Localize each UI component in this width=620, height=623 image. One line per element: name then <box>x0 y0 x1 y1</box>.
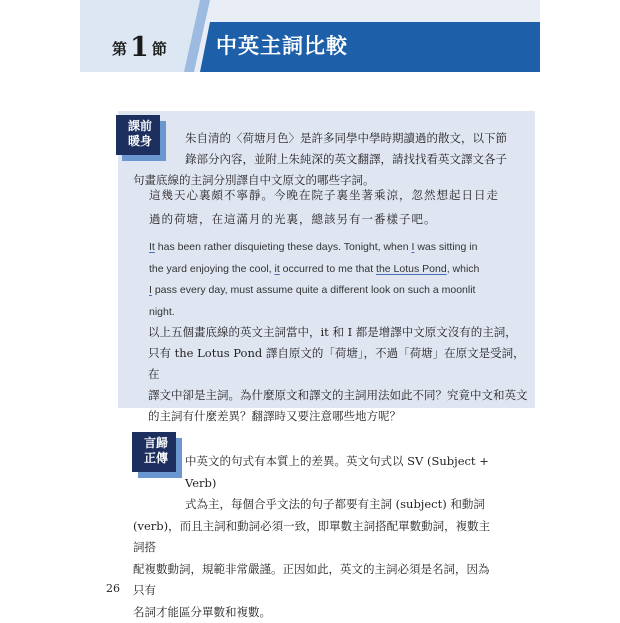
analysis-line: 的主詞有什麼差異？翻譯時又要注意哪些地方呢？ <box>148 406 528 427</box>
analysis-line: 只有 the Lotus Pond 譯自原文的「荷塘」，不過「荷塘」在原文是受詞，在 <box>148 343 528 385</box>
badge-line-2: 暖身 <box>116 134 164 149</box>
quote-en-line <box>149 280 521 302</box>
badge-line-1: 言歸 <box>132 436 180 451</box>
analysis-line: 以上五個畫底線的英文主詞當中，it 和 I 都是增譯中文原文沒有的主詞， <box>148 322 528 343</box>
section-number-label <box>112 30 167 61</box>
quote-en-text: pass every day, must assume quite a different look on such a moonlit <box>152 284 476 296</box>
quote-en-text: has been rather disquieting these days. Tonight, when <box>155 241 412 253</box>
chinese-quote <box>149 183 519 231</box>
warmup-analysis <box>148 322 528 427</box>
section-number: 1 <box>130 32 149 63</box>
section-title: 中英主詞比較 <box>216 30 348 60</box>
quote-zh-line: 這幾天心裏頗不寧靜。今晚在院子裏坐著乘涼，忽然想起日日走 <box>149 183 519 207</box>
underlined-subject: It <box>149 241 155 253</box>
underlined-subject: I <box>412 241 415 253</box>
section-suffix: 節 <box>152 40 167 58</box>
intro-line: 朱自清的〈荷塘月色〉是許多同學中學時期讀過的散文，以下節 <box>133 128 525 149</box>
english-quote <box>149 237 521 323</box>
main-line: 式為主，每個合乎文法的句子都要有主詞 (subject) 和動詞 <box>133 494 495 516</box>
main-line: 中英文的句式有本質上的差異。英文句式以 SV (Subject + Verb) <box>133 451 495 494</box>
quote-en-line <box>149 259 521 281</box>
warmup-intro <box>133 128 525 191</box>
quote-en-text: night. <box>149 306 175 318</box>
main-line: 配複數動詞，規範非常嚴謹。正因如此，英文的主詞必須是名詞，因為只有 <box>133 559 495 602</box>
intro-line: 句畫底線的主詞分別譯自中文原文的哪些字詞。 <box>133 170 525 191</box>
main-line: (verb)，而且主詞和動詞必須一致，即單數主詞搭配單數動詞，複數主詞搭 <box>133 516 495 559</box>
quote-en-line <box>149 237 521 259</box>
underlined-subject: it <box>275 263 280 275</box>
badge-line-1: 課前 <box>116 119 164 134</box>
quote-en-text: , which <box>447 263 480 275</box>
quote-en-text: was sitting in <box>414 241 477 253</box>
quote-en-text: the yard enjoying the cool, <box>149 263 275 275</box>
quote-en-text: occurred to me that <box>280 263 376 275</box>
intro-line: 錄部分內容，並附上朱純深的英文翻譯，請找找看英文譯文各子 <box>133 149 525 170</box>
quote-zh-line: 過的荷塘，在這滿月的光裏，總該另有一番樣子吧。 <box>149 207 519 231</box>
main-paragraph <box>133 451 495 623</box>
badge-line-2: 正傳 <box>132 451 180 466</box>
analysis-line: 譯文中卻是主詞。為什麼原文和譯文的主詞用法如此不同？究竟中文和英文 <box>148 385 528 406</box>
underlined-subject: I <box>149 284 152 296</box>
quote-en-line <box>149 302 521 324</box>
section-prefix: 第 <box>112 40 127 58</box>
underlined-subject: the Lotus Pond <box>376 263 447 275</box>
main-line: 名詞才能區分單數和複數。 <box>133 602 495 623</box>
page-number: 26 <box>106 582 120 595</box>
